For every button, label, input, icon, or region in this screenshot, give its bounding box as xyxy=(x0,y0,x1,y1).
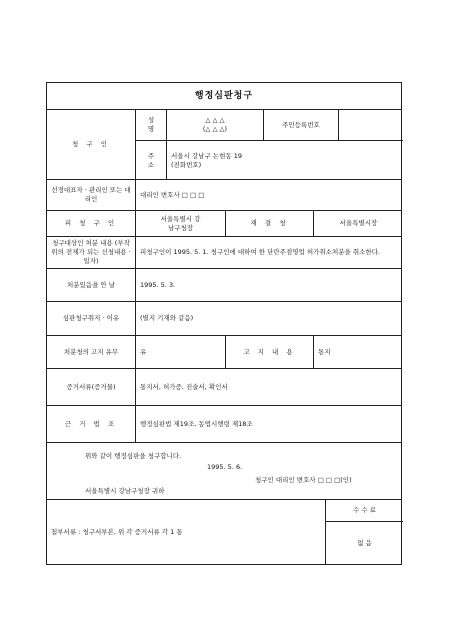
claimant-name-row xyxy=(136,110,403,141)
respondent-value: 서울특별시 강남구청장 xyxy=(136,211,226,236)
declaration-recipient: 서울특별시 강남구청장 귀하 xyxy=(85,487,165,495)
claimant-address-row xyxy=(136,141,403,180)
representative-value: 대리인 변호사 □ □ □ xyxy=(140,190,205,199)
declaration-text: 위와 같이 행정심판을 청구합니다. xyxy=(85,452,182,460)
phone-value: (전화번호) xyxy=(171,160,202,169)
decider-label: 재 결 청 xyxy=(226,211,314,236)
fee-label: 수 수 료 xyxy=(353,506,376,515)
attachments-text: 첨부서류 : 청구서부본, 위 각 증거서류 각 1 통 xyxy=(47,500,326,564)
notice-value: 유 xyxy=(136,336,226,368)
evidence-row xyxy=(47,369,401,406)
disposition-row xyxy=(47,237,401,269)
notice-row xyxy=(47,336,401,369)
evidence-value: 통지서, 허가증, 진술서, 확인서 xyxy=(140,382,228,391)
known-date-value: 1995. 5. 3. xyxy=(140,280,176,289)
appeal-form xyxy=(46,82,402,565)
purpose-row xyxy=(47,302,401,336)
respondent-row xyxy=(47,211,401,237)
declaration-block xyxy=(47,443,401,500)
id-label: 주민등록번호 xyxy=(264,110,339,140)
notice-label: 처분청의 고지 유무 xyxy=(47,336,136,368)
representative-label: 선정대표자 · 관리인 또는 대리인 xyxy=(47,180,136,210)
disposition-label: 청구대상인 처분 내용 (부작위의 전제가 되는 신청내용 · 일자) xyxy=(47,237,136,268)
form-title: 행정심판청구 xyxy=(194,90,254,101)
attachments-row xyxy=(47,500,401,564)
address-cell xyxy=(167,141,403,180)
respondent-label: 피 청 구 인 xyxy=(47,211,136,236)
notice-content-label: 고 지 내 용 xyxy=(226,336,314,368)
claimant-detail xyxy=(136,110,403,179)
address-value: 서울시 강남구 논현동 19 xyxy=(171,151,242,160)
fee-cell xyxy=(326,500,403,564)
decider-value: 서울특별시장 xyxy=(339,219,378,228)
known-date-row xyxy=(47,269,401,302)
disposition-value: 피청구인이 1995. 5. 1. 청구인에 대하여 한 단란주점영업 허가취소처분을 취소한다. xyxy=(140,248,381,257)
claimant-label: 청 구 인 xyxy=(47,110,136,179)
address-label: 주 소 xyxy=(136,141,167,180)
fee-value: 없 음 xyxy=(357,538,372,547)
claimant-row xyxy=(47,110,401,180)
purpose-value: (별지 기재와 같음) xyxy=(140,314,194,323)
representative-row xyxy=(47,180,401,211)
purpose-label: 심판청구취지 · 이유 xyxy=(47,302,136,335)
known-date-label: 처분있음을 안 날 xyxy=(47,269,136,301)
title-row xyxy=(47,83,401,110)
legal-basis-row xyxy=(47,406,401,443)
declaration-signer: 청구인 대리인 변호사 □ □ □(인) xyxy=(255,476,352,484)
id-value xyxy=(339,110,403,140)
notice-content-value: 통지 xyxy=(318,347,331,356)
name-label: 성 명 xyxy=(136,110,167,140)
legal-basis-value: 행정심판법 제19조, 동법시행령 제18조 xyxy=(140,419,253,428)
name-value: △ △ △ xyxy=(205,116,225,125)
declaration-date: 1995. 5. 6. xyxy=(207,463,243,471)
name-hanja: (△ △ △) xyxy=(202,125,228,133)
legal-basis-label: 근 거 법 조 xyxy=(47,406,136,442)
evidence-label: 증거서류(증거물) xyxy=(47,369,136,405)
name-cell xyxy=(167,110,264,140)
